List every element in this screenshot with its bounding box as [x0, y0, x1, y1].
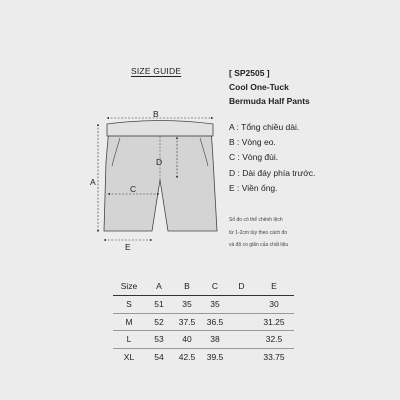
- table-cell: 31.25: [263, 316, 285, 327]
- product-name-line-2: Bermuda Half Pants: [229, 96, 310, 106]
- table-cell: 52: [154, 316, 164, 327]
- table-cell: 37.5: [178, 316, 196, 327]
- note-line-1: Số đo có thể chênh lệch: [229, 217, 283, 223]
- header-cell: B: [184, 280, 190, 291]
- header-cell: A: [156, 280, 162, 291]
- table-cell: 38: [210, 334, 220, 345]
- size-guide-title: SIZE GUIDE: [131, 66, 182, 76]
- product-info: [229, 66, 310, 108]
- label-b: B: [153, 109, 159, 119]
- header-cell: C: [211, 280, 219, 291]
- legend-item-d: D : Dài đáy phía trước.: [229, 167, 316, 178]
- header-cell: E: [271, 280, 277, 291]
- table-cell: 33.75: [263, 351, 285, 362]
- header-cell: D: [238, 280, 245, 291]
- table-cell: 51: [154, 299, 164, 310]
- table-cell: 35: [182, 299, 192, 310]
- table-cell: 30: [269, 299, 279, 310]
- table-cell: M: [125, 316, 133, 327]
- table-row: [113, 331, 294, 349]
- legend-item-e: E : Viền ống.: [229, 182, 278, 193]
- table-row: [113, 296, 294, 314]
- table-cell: 42.5: [178, 351, 196, 362]
- product-name-line-1: Cool One-Tuck: [229, 82, 289, 92]
- size-table: [113, 276, 294, 365]
- label-e: E: [125, 242, 131, 252]
- table-header-row: [113, 276, 294, 296]
- table-cell: 53: [154, 334, 164, 345]
- table-cell: S: [126, 299, 132, 310]
- table-cell: 40: [182, 334, 192, 345]
- measurement-note: [229, 214, 288, 252]
- table-cell: [229, 348, 254, 365]
- table-row: [113, 313, 294, 331]
- label-c: C: [130, 184, 137, 194]
- table-cell: 36.5: [206, 316, 224, 327]
- table-row: [113, 348, 294, 365]
- table-cell: [229, 331, 254, 349]
- note-line-3: và độ co giãn của chất liệu: [229, 242, 289, 249]
- header-cell: Size: [120, 280, 138, 291]
- shorts-body: [104, 128, 217, 231]
- table-cell: 35: [210, 299, 220, 310]
- legend-item-a: A : Tổng chiều dài.: [229, 122, 300, 132]
- waistband: [107, 121, 213, 137]
- table-cell: XL: [123, 351, 135, 362]
- product-code: [ SP2505 ]: [229, 68, 270, 78]
- legend-item-b: B : Vòng eo.: [229, 137, 276, 148]
- label-a: A: [90, 177, 96, 187]
- table-cell: 32.5: [265, 334, 283, 345]
- measurement-legend: [229, 120, 315, 196]
- label-d: D: [156, 157, 163, 167]
- table-cell: [229, 313, 254, 331]
- shorts-diagram: [90, 104, 220, 254]
- note-line-2: từ 1-2cm tùy theo cách đo: [229, 229, 288, 236]
- legend-item-c: C : Vòng đùi.: [229, 152, 279, 163]
- table-cell: L: [126, 334, 132, 345]
- table-cell: 54: [154, 351, 164, 362]
- table-cell: [229, 296, 254, 314]
- table-cell: 39.5: [206, 351, 224, 362]
